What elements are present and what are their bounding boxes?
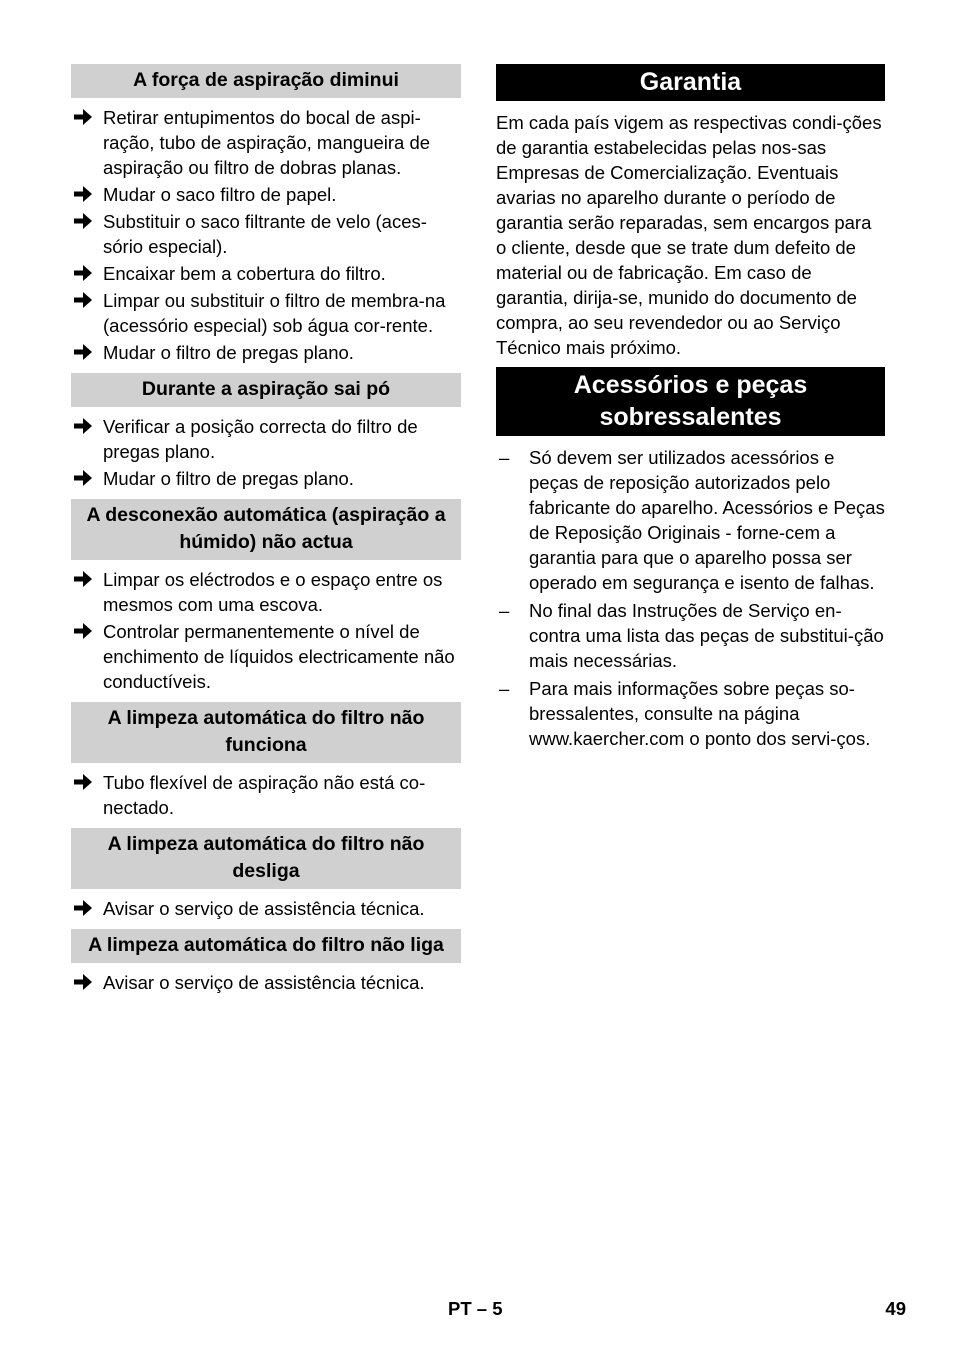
- right-arrow-icon: [73, 772, 93, 792]
- list-item: [71, 970, 461, 995]
- section-heading: A limpeza automática do filtro não liga: [71, 929, 461, 963]
- list-item-text: Substituir o saco filtrante de velo (aces-sório especial).: [103, 211, 427, 257]
- section-suction-decreases: [71, 64, 461, 365]
- list-item-text: Mudar o filtro de pregas plano.: [103, 468, 354, 489]
- page-number: 49: [885, 1298, 906, 1319]
- section-accessories: [496, 367, 885, 751]
- section-dust-escapes: [71, 373, 461, 491]
- section-heading: A limpeza automática do filtro não funciona: [71, 702, 461, 763]
- list-item-text: Encaixar bem a cobertura do filtro.: [103, 263, 386, 284]
- list-item-text: Controlar permanentemente o nível de enchimento de líquidos electricamente não conductíveis.: [103, 621, 455, 692]
- section-heading-warranty: Garantia: [496, 64, 885, 101]
- list-item: [496, 445, 885, 595]
- action-list: [71, 567, 461, 694]
- list-item-text: Limpar ou substituir o filtro de membra-na (acessório especial) sob água cor-rente.: [103, 290, 446, 336]
- section-warranty: [496, 64, 885, 360]
- right-arrow-icon: [73, 416, 93, 436]
- list-item: [71, 261, 461, 286]
- list-item-text: Limpar os eléctrodos e o espaço entre os mesmos com uma escova.: [103, 569, 443, 615]
- list-item: [71, 896, 461, 921]
- right-arrow-icon: [73, 898, 93, 918]
- list-item-text: Tubo flexível de aspiração não está co-nectado.: [103, 772, 426, 818]
- list-item-text: No final das Instruções de Serviço en-contra uma lista das peças de substitui-ção mais necessárias.: [529, 600, 884, 671]
- list-item: [71, 619, 461, 694]
- right-arrow-icon: [73, 107, 93, 127]
- right-arrow-icon: [73, 569, 93, 589]
- list-item: [71, 770, 461, 820]
- list-item: [496, 598, 885, 673]
- list-item-text: Mudar o filtro de pregas plano.: [103, 342, 354, 363]
- list-item-text: Avisar o serviço de assistência técnica.: [103, 898, 425, 919]
- right-arrow-icon: [73, 342, 93, 362]
- list-item: [71, 105, 461, 180]
- action-list: [71, 414, 461, 491]
- section-heading: A força de aspiração diminui: [71, 64, 461, 98]
- section-filter-cleaning-not-on: [71, 929, 461, 995]
- list-item-text: Retirar entupimentos do bocal de aspi-ração, tubo de aspiração, mangueira de aspiração ou filtro de dobras planas.: [103, 107, 431, 178]
- right-column: [496, 64, 885, 754]
- right-arrow-icon: [73, 211, 93, 231]
- right-arrow-icon: [73, 972, 93, 992]
- list-item-text: Mudar o saco filtro de papel.: [103, 184, 337, 205]
- left-column: [71, 64, 461, 1003]
- list-item: [71, 340, 461, 365]
- list-item-text: Para mais informações sobre peças so-bressalentes, consulte na página www.kaercher.com o ponto dos servi-ços.: [529, 678, 871, 749]
- section-heading-accessories: Acessórios e peças sobressalentes: [496, 367, 885, 436]
- footer-section-label: PT – 5: [448, 1298, 503, 1319]
- list-item-text: Só devem ser utilizados acessórios e peças de reposição autorizados pelo fabricante do aparelho. Acessórios e Peças de Reposição Originais - forne-cem a garantia para que o aparelho possa ser operado em segurança e isento de falhas.: [529, 447, 885, 593]
- action-list: [71, 770, 461, 820]
- right-arrow-icon: [73, 290, 93, 310]
- warranty-text: Em cada país vigem as respectivas condi-ções de garantia estabelecidas pelas nos-sas Empresas de Comercialização. Eventuais avarias no aparelho durante o período de garantia serão reparadas, sem encargos para o cliente, desde que se trate dum defeito de material ou de fabricação. Em caso de garantia, dirija-se, munido do documento de compra, ao seu revendedor ou ao Serviço Técnico mais próximo.: [496, 112, 882, 358]
- accessories-list: [496, 445, 885, 751]
- dash-bullet: –: [499, 600, 510, 621]
- section-filter-cleaning-not-off: [71, 828, 461, 921]
- list-item: [71, 466, 461, 491]
- list-item: [71, 182, 461, 207]
- section-heading: A limpeza automática do filtro não desliga: [71, 828, 461, 889]
- right-arrow-icon: [73, 263, 93, 283]
- list-item: [71, 567, 461, 617]
- list-item: [71, 288, 461, 338]
- right-arrow-icon: [73, 468, 93, 488]
- action-list: [71, 970, 461, 995]
- section-heading: Durante a aspiração sai pó: [71, 373, 461, 407]
- section-filter-cleaning-not-working: [71, 702, 461, 820]
- section-auto-shutoff: [71, 499, 461, 694]
- right-arrow-icon: [73, 184, 93, 204]
- section-heading: A desconexão automática (aspiração a húmido) não actua: [71, 499, 461, 560]
- list-item: [496, 676, 885, 751]
- dash-bullet: –: [499, 447, 510, 468]
- action-list: [71, 896, 461, 921]
- dash-bullet: –: [499, 678, 510, 699]
- list-item-text: Verificar a posição correcta do filtro de pregas plano.: [103, 416, 418, 462]
- list-item: [71, 209, 461, 259]
- list-item: [71, 414, 461, 464]
- right-arrow-icon: [73, 621, 93, 641]
- list-item-text: Avisar o serviço de assistência técnica.: [103, 972, 425, 993]
- action-list: [71, 105, 461, 365]
